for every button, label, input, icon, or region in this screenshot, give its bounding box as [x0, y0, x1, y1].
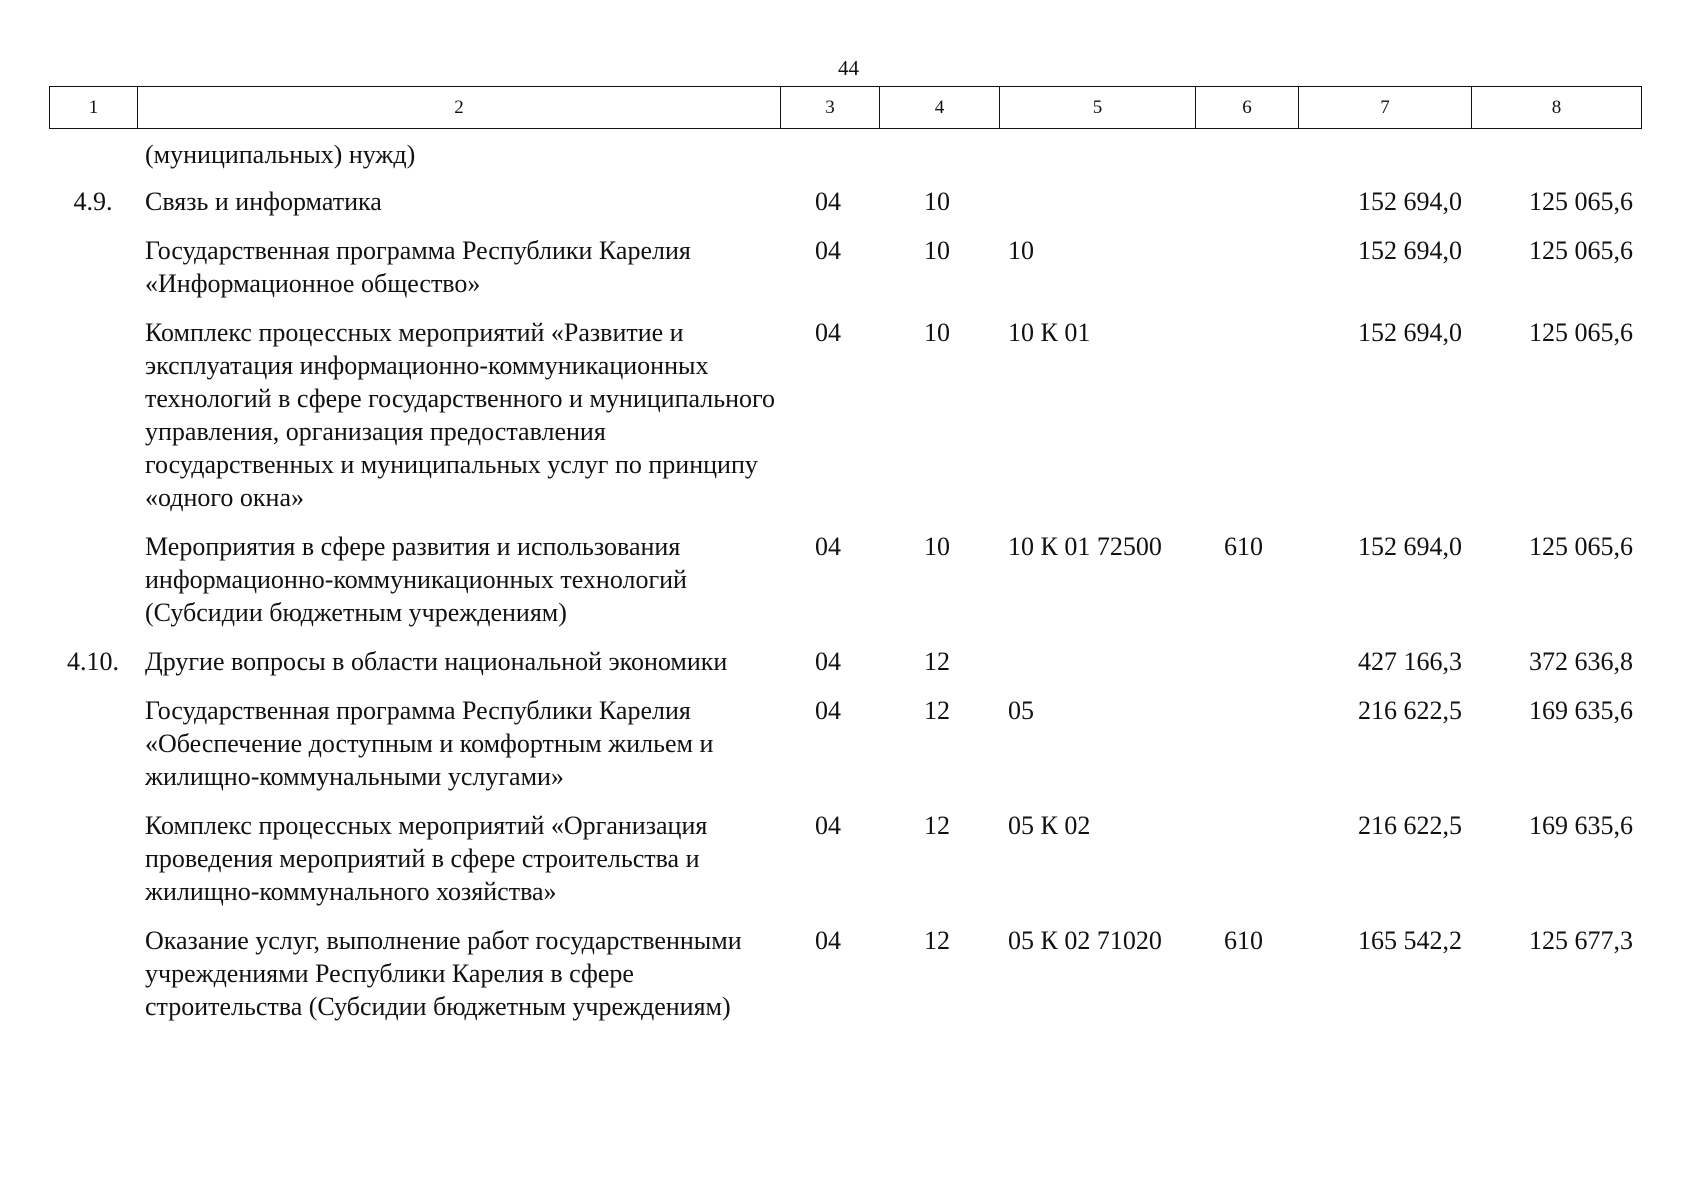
row-number	[49, 694, 137, 793]
row-expense-type	[1195, 316, 1298, 514]
row-name: Другие вопросы в области национальной экономики	[145, 647, 728, 676]
row-expense-type: 610	[1224, 532, 1263, 561]
row-target-article	[999, 645, 1195, 678]
row-amount-1: 216 622,5	[1358, 811, 1462, 840]
row-number	[49, 924, 137, 1023]
row-subsection: 12	[924, 647, 950, 676]
row-section: 04	[815, 532, 841, 561]
row-target-article: 05 К 02 71020	[1008, 926, 1162, 955]
row-subsection: 10	[924, 236, 950, 265]
row-target-article: 10 К 01	[1008, 318, 1091, 347]
row-section	[780, 138, 879, 171]
row-subsection: 12	[924, 926, 950, 955]
row-expense-type	[1195, 645, 1298, 678]
row-number	[49, 234, 137, 300]
column-header-6: 6	[1196, 87, 1299, 129]
table-body	[49, 138, 1641, 1023]
row-subsection: 10	[924, 532, 950, 561]
row-name: Связь и информатика	[145, 187, 382, 216]
row-name: Комплекс процессных мероприятий «Организация проведения мероприятий в сфере строительства и жилищно-коммунального хозяйства»	[145, 811, 708, 906]
row-amount-2: 125 065,6	[1529, 187, 1633, 216]
column-header-7: 7	[1299, 87, 1472, 129]
column-header-row	[50, 87, 1642, 129]
table-row	[49, 924, 1641, 1023]
row-amount-1: 152 694,0	[1358, 532, 1462, 561]
row-target-article: 10 К 01 72500	[1008, 532, 1162, 561]
row-amount-1: 427 166,3	[1358, 647, 1462, 676]
row-expense-type	[1195, 694, 1298, 793]
row-section: 04	[815, 647, 841, 676]
row-amount-1: 152 694,0	[1358, 236, 1462, 265]
row-amount-2: 169 635,6	[1529, 811, 1633, 840]
column-header-table	[49, 86, 1642, 129]
row-number	[49, 316, 137, 514]
row-section: 04	[815, 696, 841, 725]
row-target-article	[999, 185, 1195, 218]
row-name: Государственная программа Республики Карелия «Информационное общество»	[145, 236, 691, 298]
row-number: 4.9.	[73, 187, 113, 216]
row-section: 04	[815, 318, 841, 347]
row-expense-type	[1195, 138, 1298, 171]
row-number	[49, 809, 137, 908]
row-amount-2: 125 065,6	[1529, 532, 1633, 561]
row-subsection	[879, 138, 999, 171]
row-target-article: 05 К 02	[1008, 811, 1091, 840]
column-header-3: 3	[781, 87, 880, 129]
row-amount-1	[1298, 138, 1471, 171]
row-number: 4.10.	[67, 647, 119, 676]
row-section: 04	[815, 926, 841, 955]
row-amount-2: 169 635,6	[1529, 696, 1633, 725]
row-amount-1: 165 542,2	[1358, 926, 1462, 955]
row-subsection: 10	[924, 187, 950, 216]
table-row	[49, 185, 1641, 218]
table-row	[49, 530, 1641, 629]
row-number	[49, 530, 137, 629]
page-number: 44	[838, 56, 859, 80]
row-expense-type	[1195, 234, 1298, 300]
row-amount-2	[1471, 138, 1641, 171]
row-number	[49, 138, 137, 171]
row-subsection: 12	[924, 811, 950, 840]
row-target-article	[999, 138, 1195, 171]
row-section: 04	[815, 187, 841, 216]
column-header-8: 8	[1472, 87, 1642, 129]
row-name: Государственная программа Республики Карелия «Обеспечение доступным и комфортным жильем и жилищно-коммунальными услугами»	[145, 696, 714, 791]
row-name: Мероприятия в сфере развития и использования информационно-коммуникационных технологий (Субсидии бюджетным учреждениям)	[145, 532, 687, 627]
row-amount-2: 125 677,3	[1529, 926, 1633, 955]
column-header-1: 1	[50, 87, 138, 129]
column-header-5: 5	[1000, 87, 1196, 129]
table-row	[49, 809, 1641, 908]
row-expense-type	[1195, 809, 1298, 908]
row-section: 04	[815, 811, 841, 840]
table-row	[49, 138, 1641, 171]
table-row	[49, 316, 1641, 514]
row-amount-2: 372 636,8	[1529, 647, 1633, 676]
table-row	[49, 694, 1641, 793]
row-amount-1: 216 622,5	[1358, 696, 1462, 725]
row-subsection: 12	[924, 696, 950, 725]
row-subsection: 10	[924, 318, 950, 347]
row-name: Оказание услуг, выполнение работ государственными учреждениями Республики Карелия в сфере строительства (Субсидии бюджетным учреждениям)	[145, 926, 742, 1021]
row-section: 04	[815, 236, 841, 265]
row-amount-2: 125 065,6	[1529, 318, 1633, 347]
row-expense-type: 610	[1224, 926, 1263, 955]
row-amount-1: 152 694,0	[1358, 318, 1462, 347]
table-row	[49, 645, 1641, 678]
column-header-2: 2	[138, 87, 781, 129]
column-header-4: 4	[880, 87, 1000, 129]
row-name: (муниципальных) нужд)	[145, 140, 416, 169]
table-row	[49, 234, 1641, 300]
row-amount-1: 152 694,0	[1358, 187, 1462, 216]
row-name: Комплекс процессных мероприятий «Развитие и эксплуатация информационно-коммуникационных технологий в сфере государственного и муниципального управления, организация предоставления государственных и муниципальных услуг по принципу «одного окна»	[145, 318, 776, 512]
row-target-article: 05	[1008, 696, 1034, 725]
row-target-article: 10	[1008, 236, 1034, 265]
row-amount-2: 125 065,6	[1529, 236, 1633, 265]
row-expense-type	[1195, 185, 1298, 218]
